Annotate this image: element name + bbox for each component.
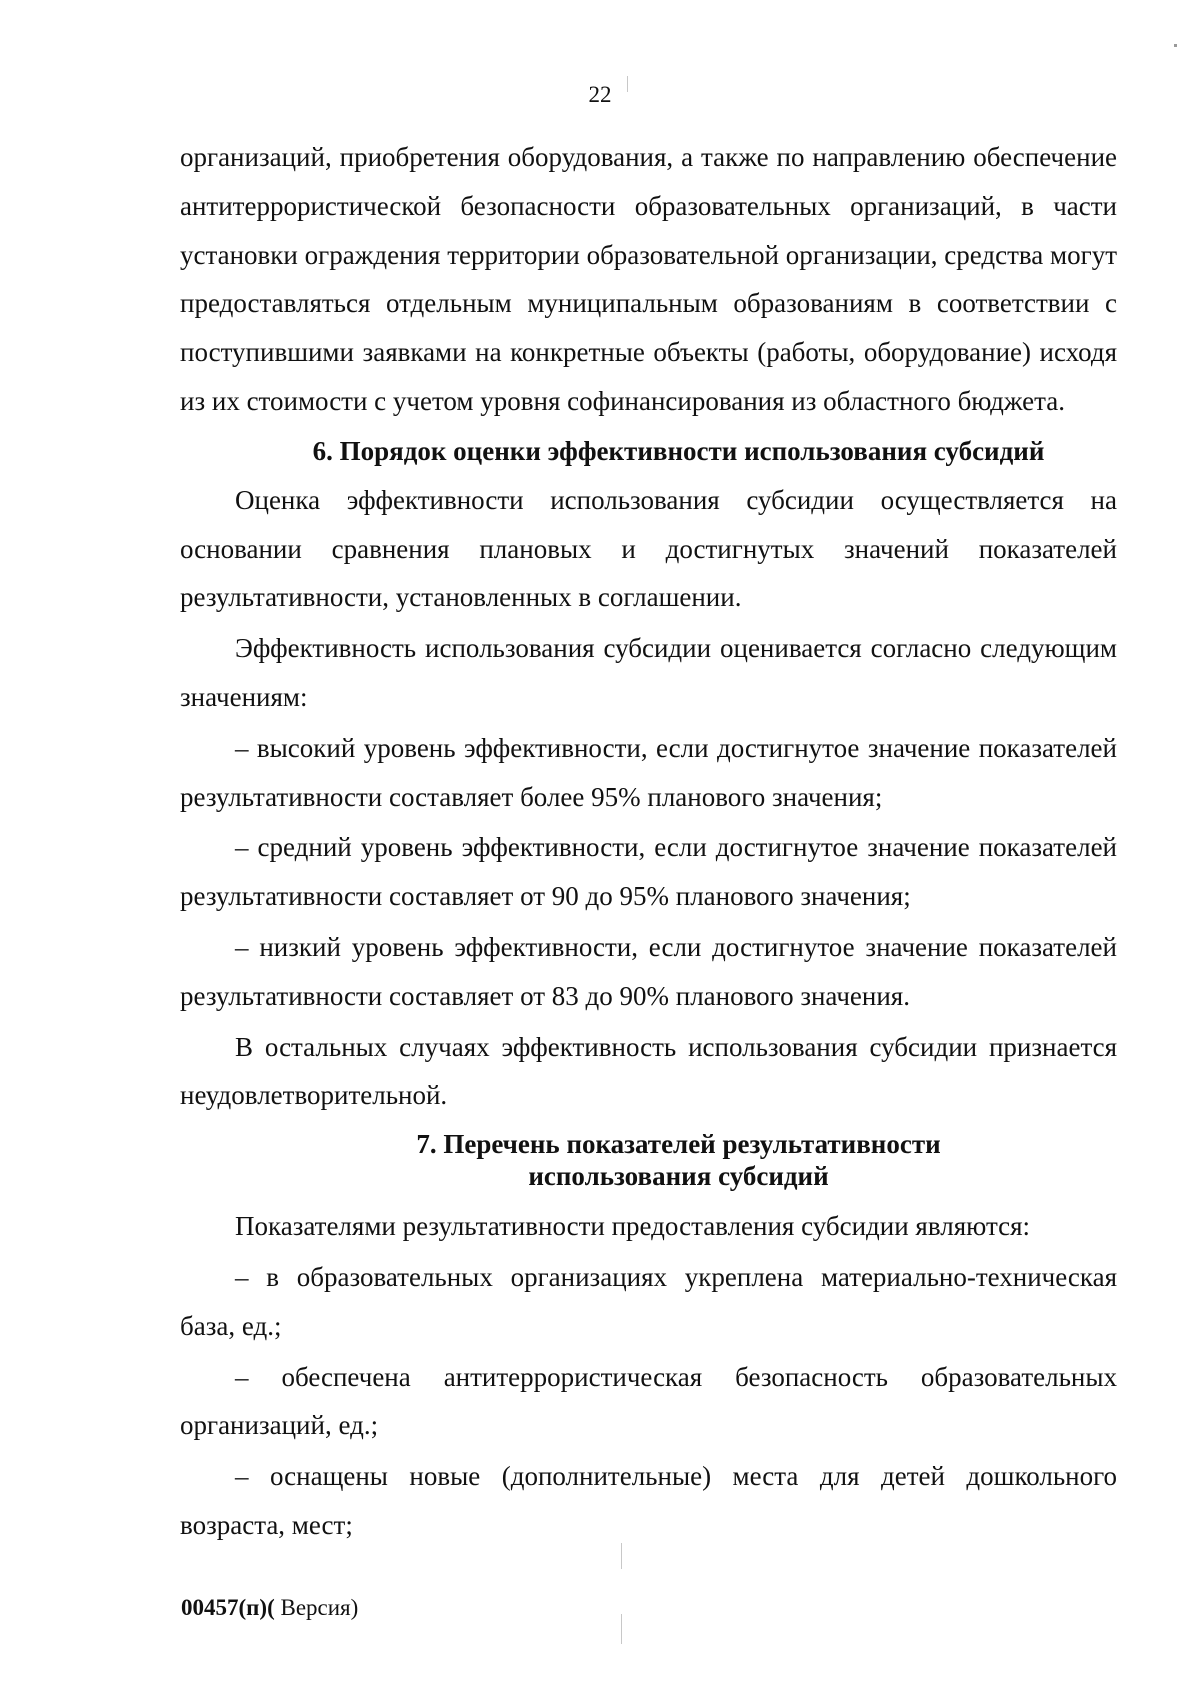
paragraph-continuation: организаций, приобретения оборудования, а также по направлению обеспечение антитеррористической безопасности образовательных организаций, в части установки ограждения территории образовательной организации, средства могут предоставляться отдельным муниципальным образованиям в соответствии с поступившими заявками на конкретные объекты (работы, оборудование) исходя из их стоимости с учетом уровня софинансирования из областного бюджета. — [180, 142, 1117, 416]
efficiency-item-low: – низкий уровень эффективности, если достигнутое значение показателей результативности составляет от 83 до 90% планового значения. — [180, 931, 1117, 1011]
section-6-heading: 6. Порядок оценки эффективности использования субсидий — [312, 435, 1045, 466]
document-version: Версия) — [274, 1595, 359, 1620]
section-7-heading — [240, 1120, 1117, 1202]
indicator-item-security: – обеспечена антитеррористическая безопасность образовательных организаций, ед.; — [180, 1361, 1117, 1441]
scan-mark — [627, 76, 628, 92]
section-7-heading-line-2: использования субсидий — [528, 1161, 829, 1192]
section-6-closing: В остальных случаях эффективность использования субсидии признается неудовлетворительной. — [180, 1031, 1117, 1111]
scan-mark — [1174, 44, 1177, 47]
section-6-lead: Эффективность использования субсидии оценивается согласно следующим значениям: — [180, 633, 1117, 712]
section-7-heading-line-1: 7. Перечень показателей результативности — [416, 1129, 941, 1160]
page-number: 22 — [588, 82, 612, 107]
section-7-intro: Показателями результативности предоставления субсидии являются: — [235, 1211, 1030, 1242]
document-code: 00457(п)( — [181, 1595, 275, 1620]
efficiency-item-high: – высокий уровень эффективности, если достигнутое значение показателей результативности составляет более 95% планового значения; — [180, 732, 1117, 812]
document-body — [180, 133, 1117, 1550]
indicator-item-preschool-places: – оснащены новые (дополнительные) места для детей дошкольного возраста, мест; — [180, 1461, 1117, 1540]
scan-mark — [621, 1543, 622, 1569]
document-footer — [181, 1594, 358, 1622]
indicator-item-material-base: – в образовательных организациях укреплена материально-техническая база, ед.; — [180, 1261, 1117, 1341]
section-6-intro: Оценка эффективности использования субсидии осуществляется на основании сравнения плановых и достигнутых значений показателей результативности, установленных в соглашении. — [180, 484, 1117, 613]
efficiency-item-medium: – средний уровень эффективности, если достигнутое значение показателей результативности составляет от 90 до 95% планового значения; — [180, 832, 1117, 912]
scan-mark — [621, 1614, 622, 1644]
